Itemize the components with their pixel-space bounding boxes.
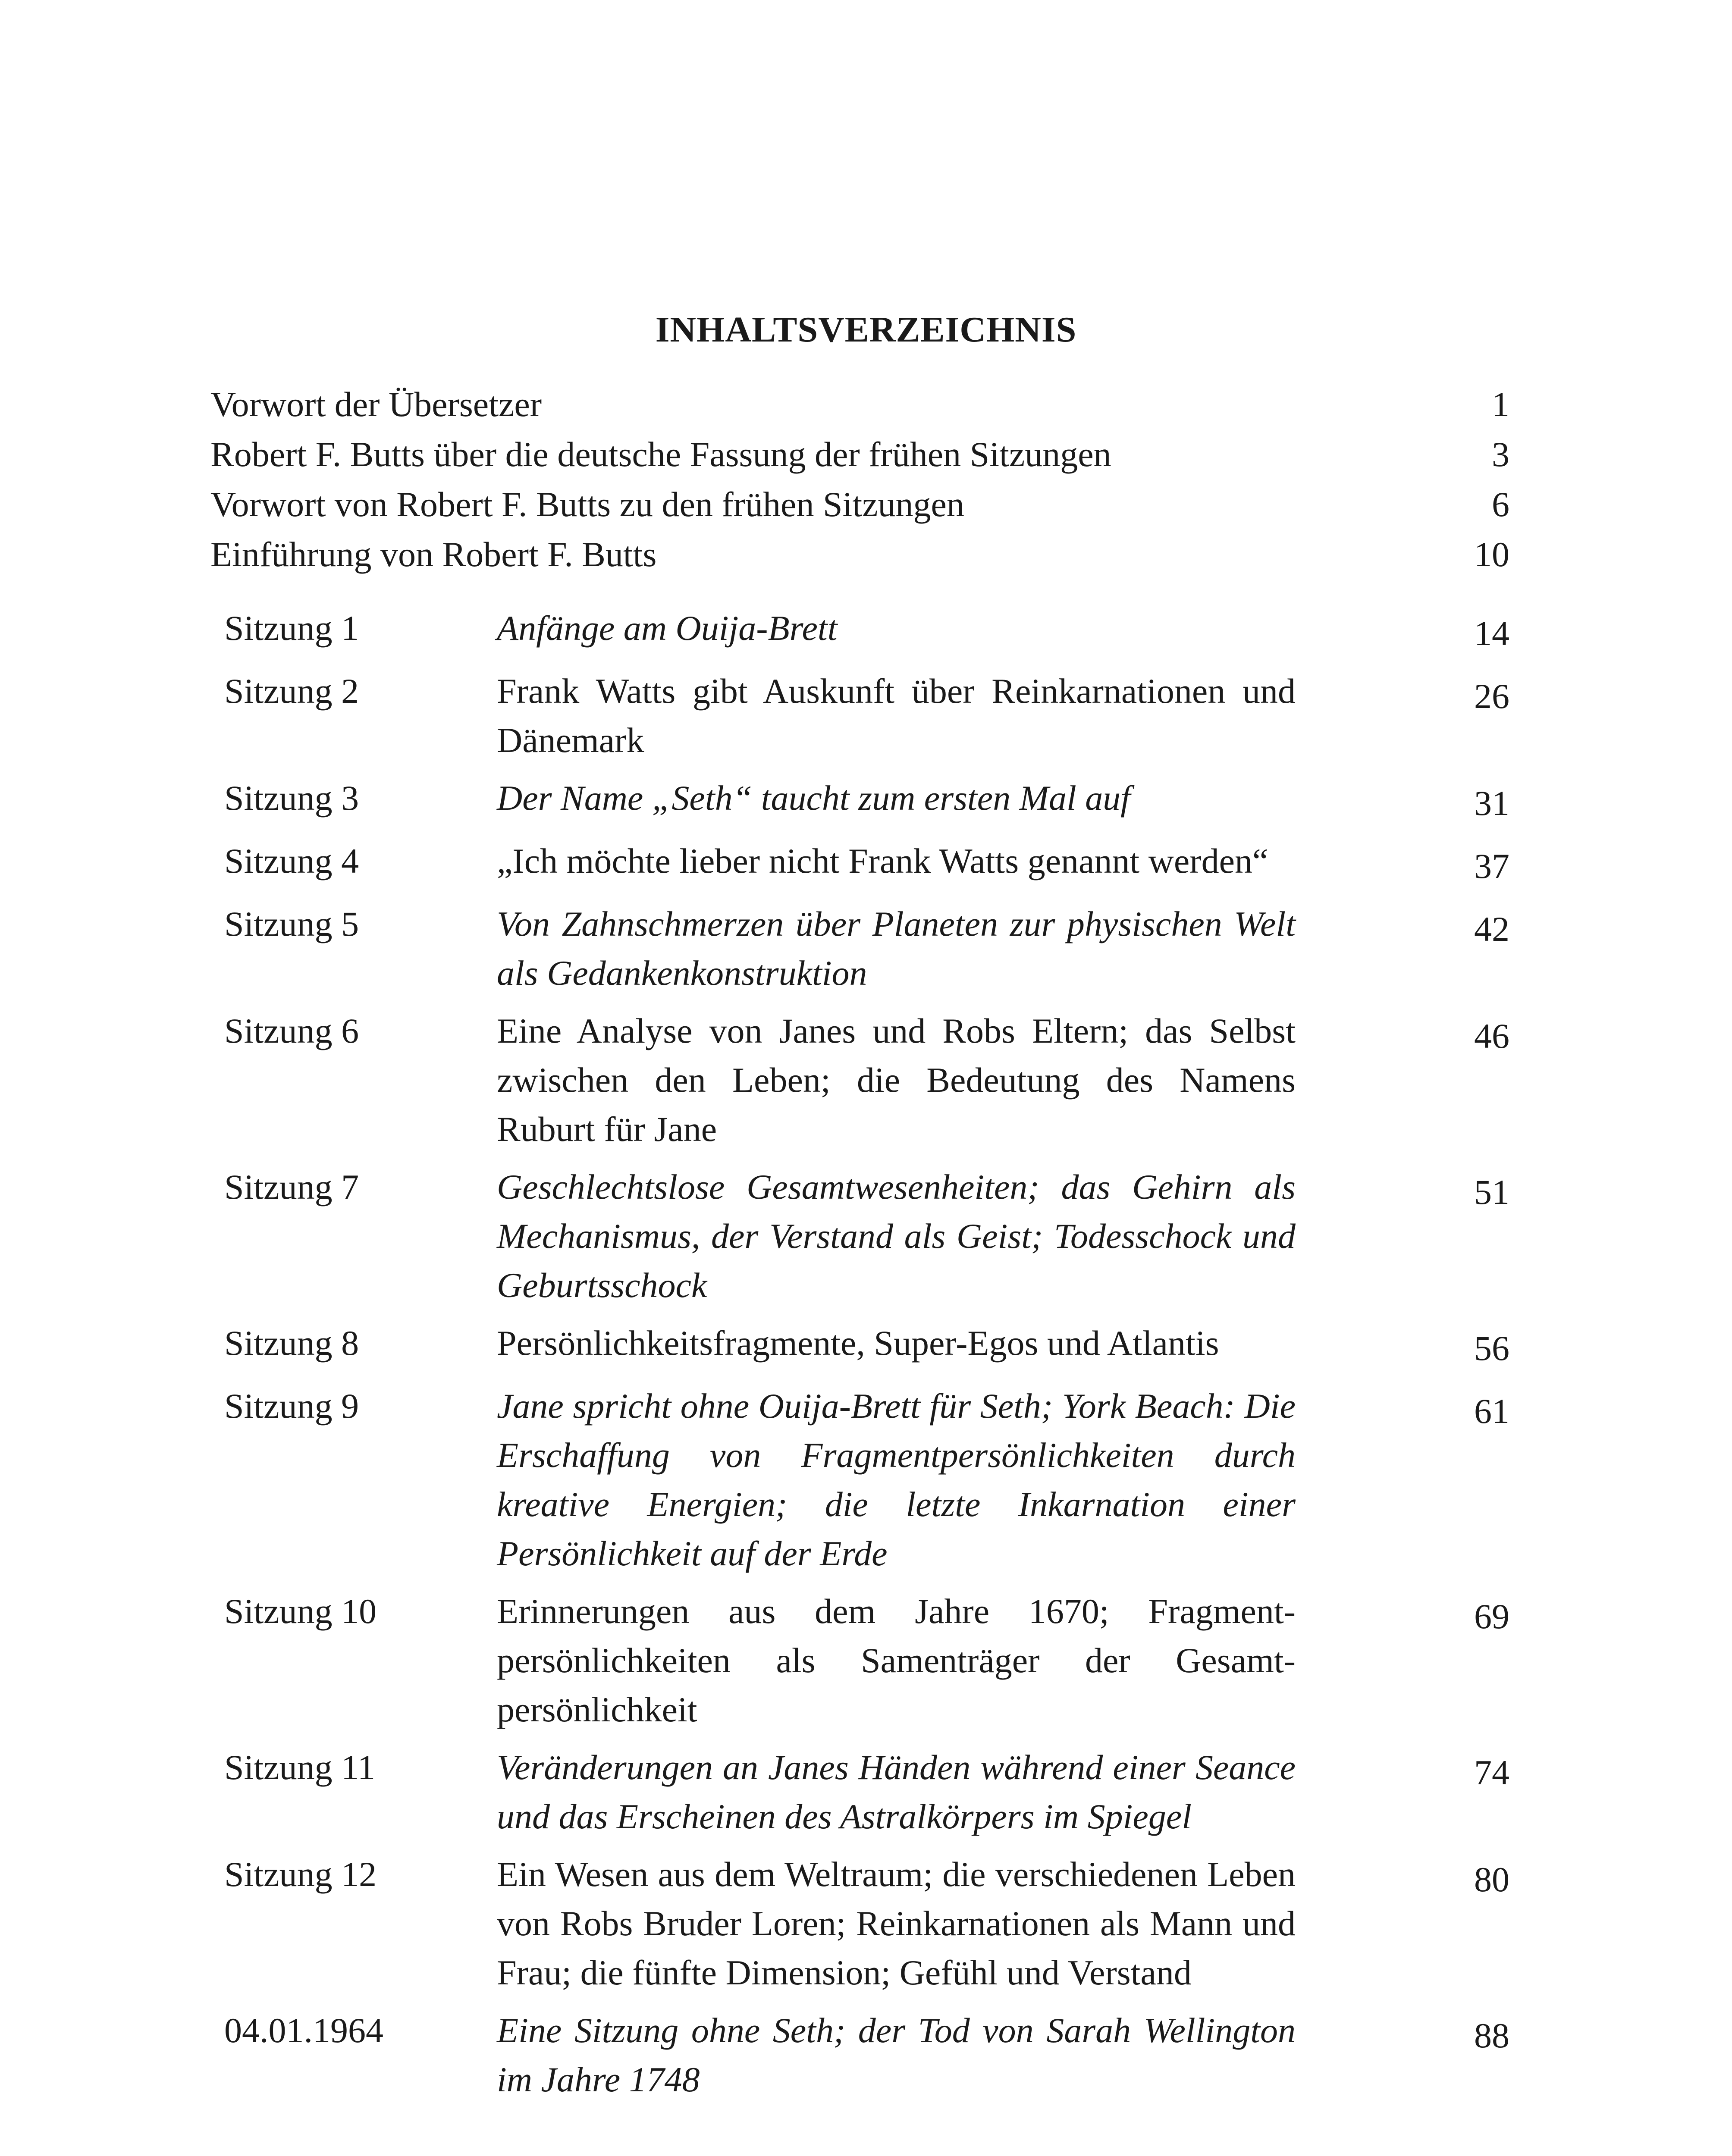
toc-entry[interactable] [210, 429, 1509, 479]
session-title: Anfänge am Ouija-Brett [497, 608, 838, 648]
toc-entry-page: 10 [1474, 535, 1509, 574]
session-title: Erinnerungen aus dem Jahre 1670; Fragmentpersönlichkeiten als Samenträger der Gesamtpersönlichkeit [497, 1592, 1296, 1729]
session-title: Von Zahnschmerzen über Planeten zur physischen Welt als Gedankenkonstruktion [497, 904, 1296, 993]
session-title: Persönlichkeitsfragmente, Super-Egos und Atlantis [497, 1323, 1219, 1363]
session-label: Sitzung 7 [224, 1167, 359, 1206]
session-label: Sitzung 6 [224, 1011, 359, 1050]
session-label: Sitzung 12 [224, 1855, 377, 1894]
session-page: 56 [1474, 1329, 1509, 1368]
session-title: Ein Wesen aus dem Weltraum; die verschiedenen Leben von Robs Bruder Loren; Reinkarnationen als Mann und Frau; die fünfte Dimension; Gefühl und Verstand [497, 1855, 1296, 1992]
toc-entry-title: Einführung von Robert F. Butts [210, 535, 657, 574]
session-page: 14 [1474, 614, 1509, 653]
session-label: Sitzung 1 [224, 608, 359, 648]
session-page: 31 [1474, 783, 1509, 823]
session-page: 26 [1474, 677, 1509, 716]
session-label: Sitzung 8 [224, 1323, 359, 1363]
session-page: 88 [1474, 2016, 1509, 2055]
session-label: Sitzung 2 [224, 671, 359, 711]
session-page: 80 [1474, 1860, 1509, 1899]
session-page: 51 [1474, 1172, 1509, 1212]
session-page: 37 [1474, 846, 1509, 886]
session-entry[interactable] [224, 774, 1509, 828]
session-title: „Ich möchte lieber nicht Frank Watts genannt werden“ [497, 841, 1268, 881]
session-label: Sitzung 5 [224, 904, 359, 943]
session-label: Sitzung 3 [224, 778, 359, 818]
session-list [224, 604, 1509, 2113]
session-title: Der Name „Seth“ taucht zum ersten Mal auf [497, 778, 1131, 818]
toc-entry-page: 1 [1492, 385, 1509, 424]
front-matter-list [210, 379, 1509, 580]
session-entry[interactable] [224, 604, 1509, 658]
toc-entry[interactable] [210, 479, 1509, 530]
session-entry[interactable] [224, 1743, 1509, 1841]
page-title: INHALTSVERZEICHNIS [655, 310, 1077, 350]
session-title: Eine Analyse von Janes und Robs Eltern; das Selbst zwischen den Leben; die Bedeutung des Namens Ruburt für Jane [497, 1011, 1296, 1149]
session-entry[interactable] [224, 2006, 1509, 2104]
toc-entry-title: Robert F. Butts über die deutsche Fassung der frühen Sitzungen [210, 435, 1111, 474]
session-page: 42 [1474, 909, 1509, 949]
session-title: Veränderungen an Janes Händen während einer Seance und das Erscheinen des Astralkörpers im Spiegel [497, 1748, 1296, 1836]
toc-entry[interactable] [210, 379, 1509, 429]
session-title: Jane spricht ohne Ouija-Brett für Seth; York Beach: Die Erschaffung von Fragmentpersönlichkeiten durch kreative Energien; die letzte Inkarnation einer Persönlichkeit auf der Erde [497, 1386, 1296, 1573]
toc-entry-title: Vorwort von Robert F. Butts zu den frühen Sitzungen [210, 485, 964, 524]
session-label: 04.01.1964 [224, 2011, 383, 2050]
session-entry[interactable] [224, 899, 1509, 998]
session-title: Geschlechtslose Gesamtwesenheiten; das Gehirn als Mechanismus, der Verstand als Geist; Todesschock und Geburtsschock [497, 1167, 1296, 1305]
session-entry[interactable] [224, 1382, 1509, 1578]
session-entry[interactable] [224, 837, 1509, 891]
toc-entry-page: 3 [1492, 435, 1509, 474]
session-entry[interactable] [224, 1006, 1509, 1154]
session-page: 46 [1474, 1016, 1509, 1056]
session-label: Sitzung 9 [224, 1386, 359, 1426]
session-title: Frank Watts gibt Auskunft über Reinkarnationen und Dänemark [497, 671, 1296, 760]
session-entry[interactable] [224, 1319, 1509, 1373]
session-entry[interactable] [224, 1587, 1509, 1734]
session-page: 61 [1474, 1391, 1509, 1431]
toc-entry[interactable] [210, 530, 1509, 580]
session-page: 69 [1474, 1597, 1509, 1636]
session-page: 74 [1474, 1753, 1509, 1792]
session-title: Eine Sitzung ohne Seth; der Tod von Sarah Wellington im Jahre 1748 [497, 2011, 1296, 2099]
session-label: Sitzung 11 [224, 1748, 376, 1787]
session-entry[interactable] [224, 1163, 1509, 1310]
session-entry[interactable] [224, 667, 1509, 765]
toc-entry-title: Vorwort der Übersetzer [210, 385, 542, 424]
session-entry[interactable] [224, 1850, 1509, 1997]
session-label: Sitzung 10 [224, 1592, 377, 1631]
session-label: Sitzung 4 [224, 841, 359, 881]
toc-entry-page: 6 [1492, 485, 1509, 524]
